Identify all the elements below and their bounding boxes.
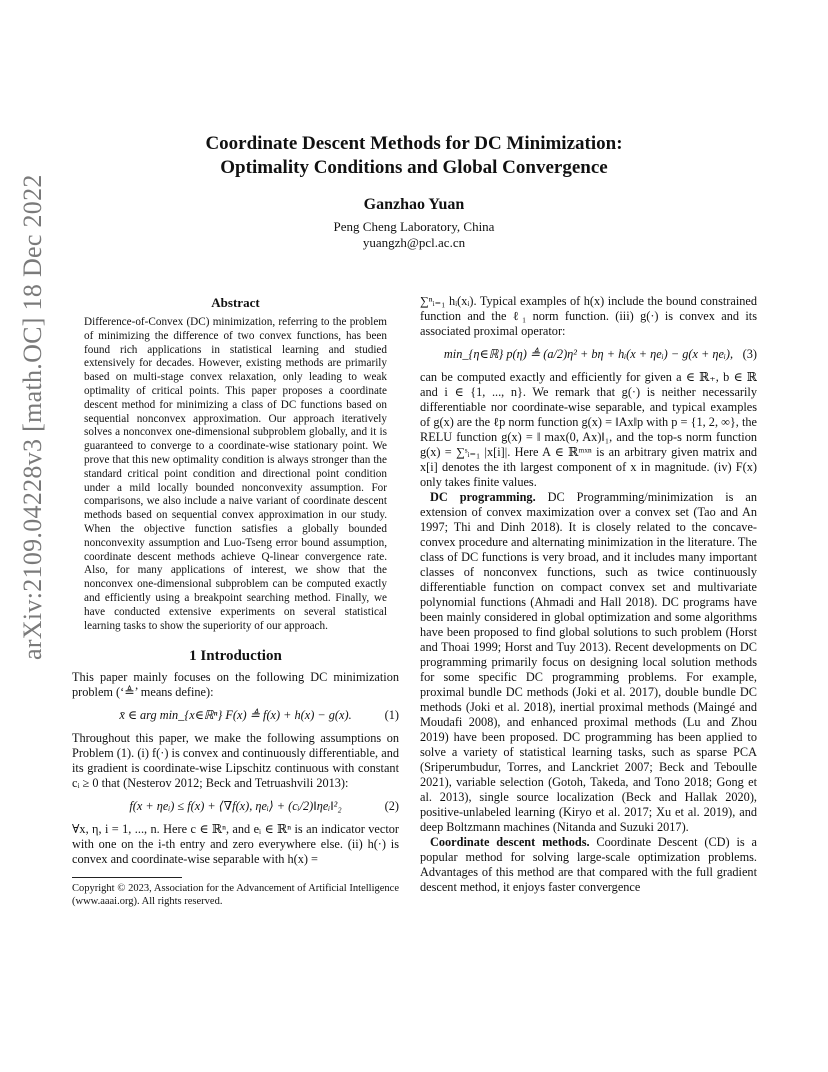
abstract-text: Difference-of-Convex (DC) minimization, referring to the problem of minimizing the difference of two convex functions, has been found rich applications in statistical learning and studied extensively for decades. However, existing methods are primarily based on multi-stage convex relaxation, only leading to weak optimality of critical points. This paper proposes a coordinate descent method for minimizing a class of DC functions based on sequential nonconvex approximation. Our approach iteratively solves a nonconvex one-dimensional subproblem globally, and it is guaranteed to converge to a coordinate-wise stationary point. We prove that this new optimality condition is always stronger than the standard critical point condition and directional point condition under a mild locally bounded nonconvexity assumption. For comparisons, we also include a naive variant of coordinate descent methods based on sequential convex approximation in our study. When the objective function satisfies a globally bounded nonconvexity assumption and Luo-Tseng error bound assumption, coordinate descent methods achieve Q-linear convergence rate. Also, for many applications of interest, we show that the nonconvex one-dimensional subproblem can be computed exactly and efficiently using a breakpoint searching method. Finally, we have conducted extensive experiments on several statistical learning tasks to show the superiority of our approach. — [84, 316, 387, 632]
footnote-rule — [72, 877, 182, 878]
dc-programming-paragraph — [420, 490, 757, 835]
right-paragraph-2: can be computed exactly and efficiently for given a ∈ ℝ₊, b ∈ ℝ and i ∈ {1, ..., n}. We remark that g(·) is neither necessarily differentiable nor coordinate-wise separable, and typical examples of g(x) are the ℓp norm function g(x) = ‖Ax‖p with p = {1, 2, ∞}, the RELU function g(x) = ‖ max(0, Ax)‖₁, and the top-s norm function g(x) = ∑ˢᵢ₌₁ |x[i]|. Here A ∈ ℝᵐˣⁿ is an arbitrary given matrix and x[i] denotes the ith largest component of x in magnitude. (iv) F(x) only takes finite values. — [420, 370, 757, 489]
right-column — [420, 294, 757, 895]
coordinate-descent-text: Coordinate Descent (CD) is a popular method for solving large-scale optimization problems. Advantages of this method are that compared with the full gradient descent method, it enjoys faster convergence — [420, 835, 758, 894]
equation-2-body: f(x + ηeᵢ) ≤ f(x) + ⟨∇f(x), ηeᵢ⟩ + (cᵢ/2)‖ηeᵢ‖²₂ — [129, 799, 342, 814]
coordinate-descent-paragraph — [420, 835, 757, 895]
equation-3 — [420, 347, 757, 362]
paper-title-line2: Optimality Conditions and Global Convergence — [220, 157, 608, 178]
author-name: Ganzhao Yuan — [363, 196, 465, 213]
equation-2-number: (2) — [384, 799, 399, 814]
author-email: yuangzh@pcl.ac.cn — [362, 235, 466, 250]
equation-3-number: (3) — [742, 347, 757, 361]
equation-1 — [72, 708, 399, 723]
abstract-heading: Abstract — [211, 295, 260, 310]
section-introduction-heading: 1 Introduction — [189, 648, 282, 665]
author-affiliation: Peng Cheng Laboratory, China — [333, 219, 495, 234]
left-column — [72, 295, 399, 908]
intro-paragraph-1: This paper mainly focuses on the following DC minimization problem (‘≜’ means define): — [72, 670, 399, 700]
dc-programming-text: DC Programming/minimization is an extension of convex maximization over a convex set (Tao and An 1997; Thi and Dinh 2018). It is closely related to the concave-convex procedure and alternating minimization in the literature. The class of DC functions is very broad, and it includes many important classes of nonconvex functions, such as twice continuously differentiable function on compact convex set and multivariate polynomial functions (Ahmadi and Hall 2018). DC programs have been mainly considered in global optimization and some algorithms have been proposed to find global solutions to such problem (Horst and Thoai 1999; Horst and Tuy 2013). Recent developments on DC programming primarily focus on designing local solution methods for some specific DC programming problems. For example, proximal bundle DC methods (Joki et al. 2017), double bundle DC methods (Joki et al. 2018), inertial proximal methods (Maingé and Moudafi 2008), and enhanced proximal methods (Lu and Zhou 2019) have been proposed. DC programming has been applied to solve a variety of statistical learning tasks, such as sparse PCA (Sriperumbudur, Torres, and Lanckriet 2007; Beck and Teboulle 2021), variable selection (Gotoh, Takeda, and Tono 2018; Gong et al. 2013), single source localization (Beck and Hallak 2020), positive-unlabeled learning (Kiryo et al. 2017; Xu et al. 2019), and deep Boltzmann machines (Nitanda and Suzuki 2017). — [420, 490, 758, 834]
copyright-notice: Copyright © 2023, Association for the Advancement of Artificial Intelligence (www.aaai.org). All rights reserved. — [72, 883, 399, 908]
equation-3-body: min_{η∈ℝ} p(η) ≜ (a/2)η² + bη + hᵢ(x + ηeᵢ) − g(x + ηeᵢ), — [443, 347, 734, 361]
equation-2 — [72, 799, 399, 814]
equation-1-number: (1) — [384, 708, 399, 723]
equation-1-body: x̄ ∈ arg min_{x∈ℝⁿ} F(x) ≜ f(x) + h(x) − g(x). — [119, 708, 352, 723]
paper-title-line1: Coordinate Descent Methods for DC Minimization: — [205, 133, 623, 154]
coordinate-descent-heading: Coordinate descent methods. — [430, 835, 590, 849]
right-paragraph-1: ∑ⁿᵢ₌₁ hᵢ(xᵢ). Typical examples of h(x) include the bound constrained function and the ℓ₁ norm function. (iii) g(·) is convex and its associated proximal operator: — [420, 294, 757, 338]
intro-paragraph-3: ∀x, η, i = 1, ..., n. Here c ∈ ℝⁿ, and eᵢ ∈ ℝⁿ is an indicator vector with one on the i-th entry and zero everywhere else. (ii) h(·) is convex and coordinate-wise separable with h(x) = — [72, 822, 399, 867]
dc-programming-heading: DC programming. — [430, 490, 536, 504]
arxiv-identifier-text: arXiv:2109.04228v3 [math.OC] 18 Dec 2022 — [18, 174, 47, 660]
intro-paragraph-2: Throughout this paper, we make the following assumptions on Problem (1). (i) f(·) is convex and continuously differentiable, and its gradient is coordinate-wise Lipschitz continuous with constant cᵢ ≥ 0 that (Nesterov 2012; Beck and Tetruashvili 2013): — [72, 731, 399, 791]
